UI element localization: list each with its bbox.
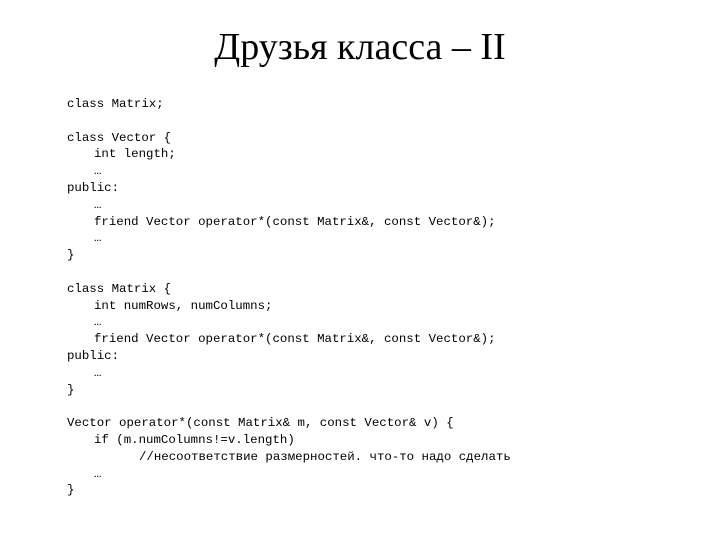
slide-title: Друзья класса – II xyxy=(214,26,506,68)
code-line: … xyxy=(94,466,102,481)
code-line: public: xyxy=(67,180,120,195)
code-line: int length; xyxy=(94,147,176,162)
code-line: class Matrix; xyxy=(67,97,164,111)
code-line: … xyxy=(94,197,102,212)
code-line: … xyxy=(94,164,102,179)
code-line: int numRows, numColumns; xyxy=(94,298,273,313)
code-line: friend Vector operator*(const Matrix&, const Vector&); xyxy=(94,214,496,229)
code-line xyxy=(67,113,707,130)
code-line xyxy=(67,264,707,281)
code-line: … xyxy=(94,315,102,330)
code-line: public: xyxy=(67,348,120,363)
code-line: class Matrix { xyxy=(67,281,172,296)
code-line: //несоответствие размерностей. что-то надо сделать xyxy=(139,449,511,464)
code-line: … xyxy=(94,365,102,380)
code-line: } xyxy=(67,382,75,397)
code-block xyxy=(67,96,707,499)
code-line: class Vector { xyxy=(67,130,172,145)
code-line: … xyxy=(94,231,102,246)
code-line xyxy=(67,398,707,415)
code-line: } xyxy=(67,483,75,498)
code-line: friend Vector operator*(const Matrix&, const Vector&); xyxy=(94,332,496,347)
code-line: Vector operator*(const Matrix& m, const Vector& v) { xyxy=(67,416,454,431)
code-line: } xyxy=(67,248,75,263)
code-line: if (m.numColumns!=v.length) xyxy=(94,432,295,447)
